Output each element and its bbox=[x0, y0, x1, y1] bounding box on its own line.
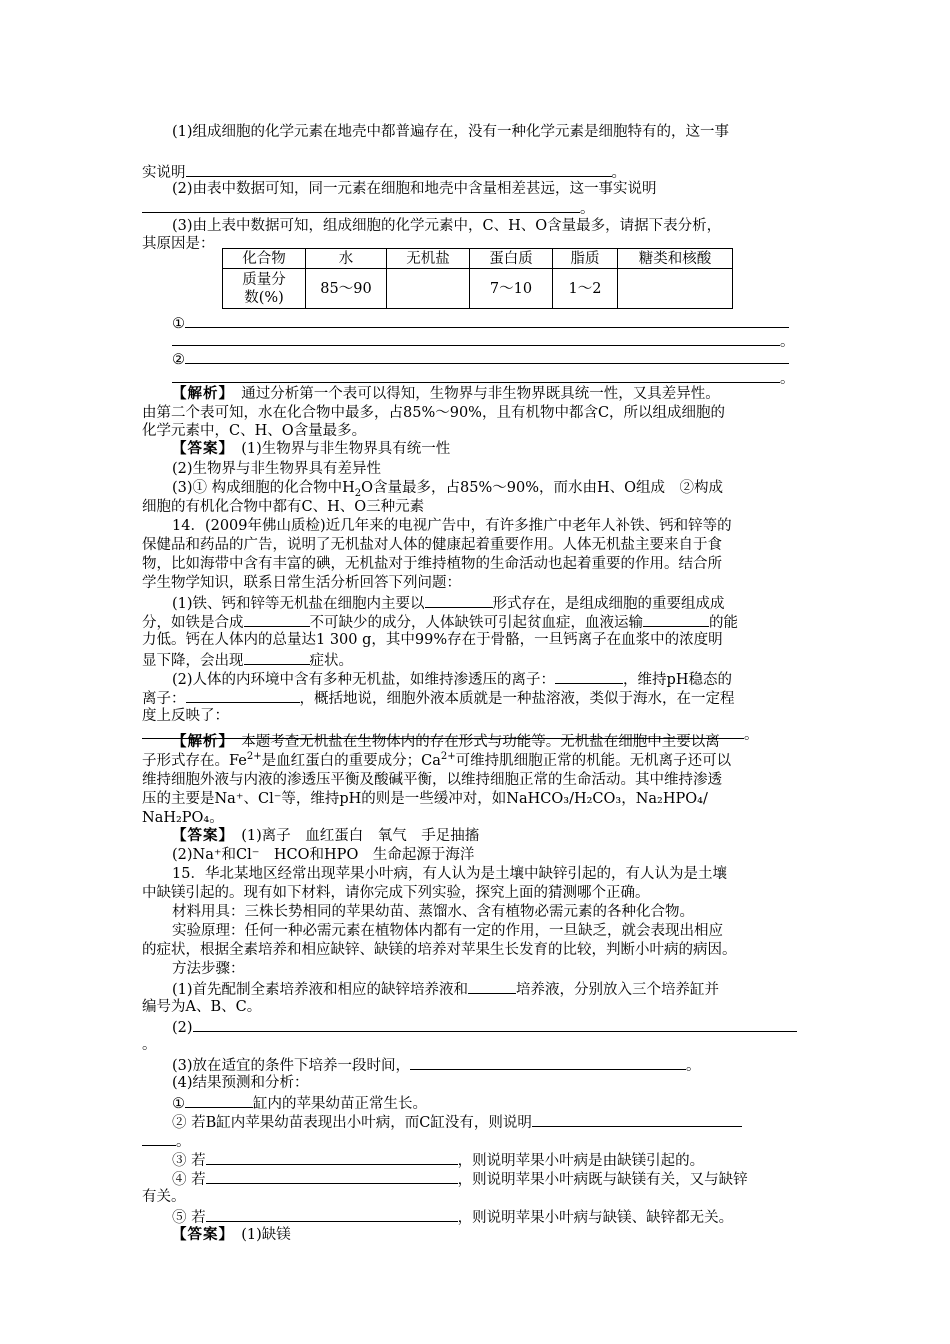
q14-analysis-line4: 压的主要是Na⁺、Cl⁻等，维持pH的则是一些缓冲对，如NaHCO₃/H₂CO₃，Na₂HPO₄/ bbox=[142, 791, 708, 807]
q14-part1-line2: 分，如铁是合成 不可缺少的成分，人体缺铁可引起贫血症，血液运输 的能 bbox=[142, 611, 814, 633]
q14-analysis-line2: 子形式存在。$Fe^{2+}$是血红蛋白的重要成分；$Ca^{2+}$可维持肌细胞正常的机能。无机离子还可以 bbox=[142, 751, 732, 769]
answer-line[interactable] bbox=[172, 345, 780, 346]
q15-result-5: ⑤ 若 ，则说明苹果小叶病与缺镁、缺锌都无关。 bbox=[172, 1206, 814, 1228]
q13-blank-1: ① bbox=[172, 312, 814, 334]
q14-part1-line4: 显下降，会出现 症状。 bbox=[142, 649, 814, 671]
q13-answer-line2: (2)生物界与非生物界具有差异性 bbox=[172, 461, 382, 477]
table-row-label: 质量分 数(%) bbox=[223, 269, 306, 309]
answer-blank[interactable] bbox=[425, 592, 493, 608]
table-cell: 7～10 bbox=[470, 269, 553, 309]
q15-principle-line2: 的症状，根据全素培养和相应缺锌、缺镁的培养对苹果生长发育的比较，判断小叶病的病因。 bbox=[142, 942, 737, 958]
period: 。 bbox=[744, 727, 759, 743]
q13-part2-line1: (2)由表中数据可知，同一元素在细胞和地壳中含量相差甚远，这一事实说明 bbox=[172, 181, 657, 197]
q15-result-1: ① 缸内的苹果幼苗正常生长。 bbox=[172, 1092, 814, 1114]
answer-blank[interactable] bbox=[244, 611, 310, 627]
table-header: 无机盐 bbox=[387, 249, 470, 269]
q15-step1-line1: (1)首先配制全素培养液和相应的缺锌培养液和 培养液，分别放入三个培养缸并 bbox=[172, 978, 814, 1000]
q14-part2-line1: (2)人体的内环境中含有多种无机盐，如维持渗透压的离子： ，维持pH稳态的 bbox=[172, 668, 814, 690]
q15-result-4-line2: 有关。 bbox=[142, 1189, 186, 1205]
q14-stem-line4: 学生物学知识，联系日常生活分析回答下列问题： bbox=[142, 575, 461, 591]
answer-blank[interactable] bbox=[244, 649, 310, 665]
q14-answer-line1: 【答案】 (1)离子 血红蛋白 氧气 手足抽搐 bbox=[172, 827, 480, 844]
table-cell bbox=[618, 269, 733, 309]
answer-blank[interactable] bbox=[206, 1168, 458, 1184]
q14-answer-line2: (2)Na⁺和Cl⁻ HCO和HPO 生命起源于海洋 bbox=[172, 847, 475, 863]
table-header: 蛋白质 bbox=[470, 249, 553, 269]
answer-line[interactable] bbox=[172, 382, 780, 383]
q15-step4: (4)结果预测和分析： bbox=[172, 1075, 309, 1091]
answer-blank[interactable] bbox=[532, 1111, 742, 1127]
q15-result-2-line1: ② 若B缸内苹果幼苗表现出小叶病，而C缸没有，则说明 bbox=[172, 1111, 814, 1133]
answer-blank[interactable] bbox=[185, 1092, 253, 1108]
answer-blank[interactable] bbox=[186, 687, 300, 703]
q15-method-heading: 方法步骤： bbox=[172, 961, 245, 977]
q13-answer-line1: 【答案】 (1)生物界与非生物界具有统一性 bbox=[172, 440, 451, 457]
answer-blank[interactable] bbox=[186, 161, 612, 177]
table-header: 糖类和核酸 bbox=[618, 249, 733, 269]
compound-mass-table bbox=[222, 248, 733, 309]
q14-part1-line3: 力低。钙在人体内的总量达1 300 g，其中99%存在于骨骼，一旦钙离子在血浆中的浓度明 bbox=[142, 632, 723, 648]
answer-blank[interactable] bbox=[193, 1016, 797, 1032]
q14-analysis-line1: 【解析】 本题考查无机盐在生物体内的存在形式与功能等。无机盐在细胞中主要以离 bbox=[172, 733, 720, 750]
period: 。 bbox=[780, 334, 795, 350]
q15-step2-line1: (2) bbox=[172, 1016, 814, 1038]
table-cell: 1～2 bbox=[553, 269, 618, 309]
table-header: 水 bbox=[306, 249, 387, 269]
q13-analysis-line1: 【解析】 通过分析第一个表可以得知，生物界与非生物界既具统一性，又具差异性。 bbox=[172, 385, 720, 402]
q13-answer-line3: (3)① 构成细胞的化合物中$H_2O$含量最多，占85%～90%，而水由H、O组成 ②构成 bbox=[172, 480, 724, 499]
q13-part1-line2: 实说明 。 bbox=[142, 161, 814, 183]
q15-step1-line2: 编号为A、B、C。 bbox=[142, 999, 262, 1015]
q15-step3: (3)放在适宜的条件下培养一段时间， 。 bbox=[172, 1054, 814, 1076]
table-cell: 85～90 bbox=[306, 269, 387, 309]
q14-analysis-line3: 维持细胞外液与内液的渗透压平衡及酸碱平衡，以维持细胞正常的生命活动。其中维持渗透 bbox=[142, 772, 722, 788]
q15-result-3: ③ 若 ，则说明苹果小叶病是由缺镁引起的。 bbox=[172, 1149, 814, 1171]
q14-stem-line3: 物，比如海带中含有丰富的碘，无机盐对于维持植物的生命活动也起着重要的作用。结合所 bbox=[142, 556, 722, 572]
answer-blank[interactable] bbox=[468, 978, 516, 994]
q15-stem-line2: 中缺镁引起的。现有如下材料，请你完成下列实验，探究上面的猜测哪个正确。 bbox=[142, 885, 650, 901]
q15-materials: 材料用具：三株长势相同的苹果幼苗、蒸馏水、含有植物必需元素的各种化合物。 bbox=[172, 904, 694, 920]
q14-part2-line2: 离子： ，概括地说，细胞外液本质就是一种盐溶液，类似于海水，在一定程 bbox=[142, 687, 814, 709]
answer-blank[interactable] bbox=[206, 1206, 458, 1222]
table-header: 脂质 bbox=[553, 249, 618, 269]
q15-result-2-line2: 。 bbox=[142, 1130, 814, 1152]
period: 。 bbox=[780, 371, 795, 387]
answer-blank[interactable] bbox=[555, 668, 623, 684]
answer-blank[interactable] bbox=[185, 312, 789, 328]
q14-stem-line1: 14．(2009年佛山质检)近几年来的电视广告中，有许多推广中老年人补铁、钙和锌等的 bbox=[172, 518, 732, 534]
q14-stem-line2: 保健品和药品的广告，说明了无机盐对人体的健康起着重要作用。人体无机盐主要来自于食 bbox=[142, 537, 722, 553]
q13-blank-2: ② bbox=[172, 348, 814, 370]
q15-step2-line2: 。 bbox=[142, 1037, 157, 1053]
answer-blank[interactable] bbox=[206, 1149, 458, 1165]
q13-answer-line4: 细胞的有机化合物中都有C、H、O三种元素 bbox=[142, 499, 425, 515]
q13-part2-line2: 。 bbox=[142, 197, 814, 219]
answer-blank[interactable] bbox=[410, 1054, 686, 1070]
q15-result-4-line1: ④ 若 ，则说明苹果小叶病既与缺镁有关，又与缺锌 bbox=[172, 1168, 814, 1190]
table-header: 化合物 bbox=[223, 249, 306, 269]
q13-part1-line1: (1)组成细胞的化学元素在地壳中都普遍存在，没有一种化学元素是细胞特有的，这一事 bbox=[172, 124, 730, 140]
answer-blank[interactable] bbox=[142, 197, 580, 213]
answer-blank[interactable] bbox=[643, 611, 709, 627]
q13-part3-line1: (3)由上表中数据可知，组成细胞的化学元素中，C、H、O含量最多，请据下表分析， bbox=[172, 218, 722, 234]
q15-stem-line1: 15．华北某地区经常出现苹果小叶病，有人认为是土壤中缺锌引起的，有人认为是土壤 bbox=[172, 866, 727, 882]
q15-principle-line1: 实验原理：任何一种必需元素在植物体内都有一定的作用，一旦缺乏，就会表现出相应 bbox=[172, 923, 723, 939]
q13-part3-line2: 其原因是： bbox=[142, 236, 215, 252]
q13-analysis-line2: 由第二个表可知，水在化合物中最多，占85%～90%，且有机物中都含C，所以组成细胞的 bbox=[142, 405, 726, 421]
q14-part1-line1: (1)铁、钙和锌等无机盐在细胞内主要以 形式存在，是组成细胞的重要组成成 bbox=[172, 592, 814, 614]
q13-analysis-line3: 化学元素中，C、H、O含量最多。 bbox=[142, 423, 367, 439]
answer-blank[interactable] bbox=[142, 1130, 176, 1146]
q14-part2-line3: 度上反映了： bbox=[142, 708, 229, 724]
q15-answer-line1: 【答案】 (1)缺镁 bbox=[172, 1226, 291, 1243]
table-cell bbox=[387, 269, 470, 309]
q14-analysis-line5: NaH₂PO₄。 bbox=[142, 810, 224, 826]
answer-blank[interactable] bbox=[185, 348, 789, 364]
